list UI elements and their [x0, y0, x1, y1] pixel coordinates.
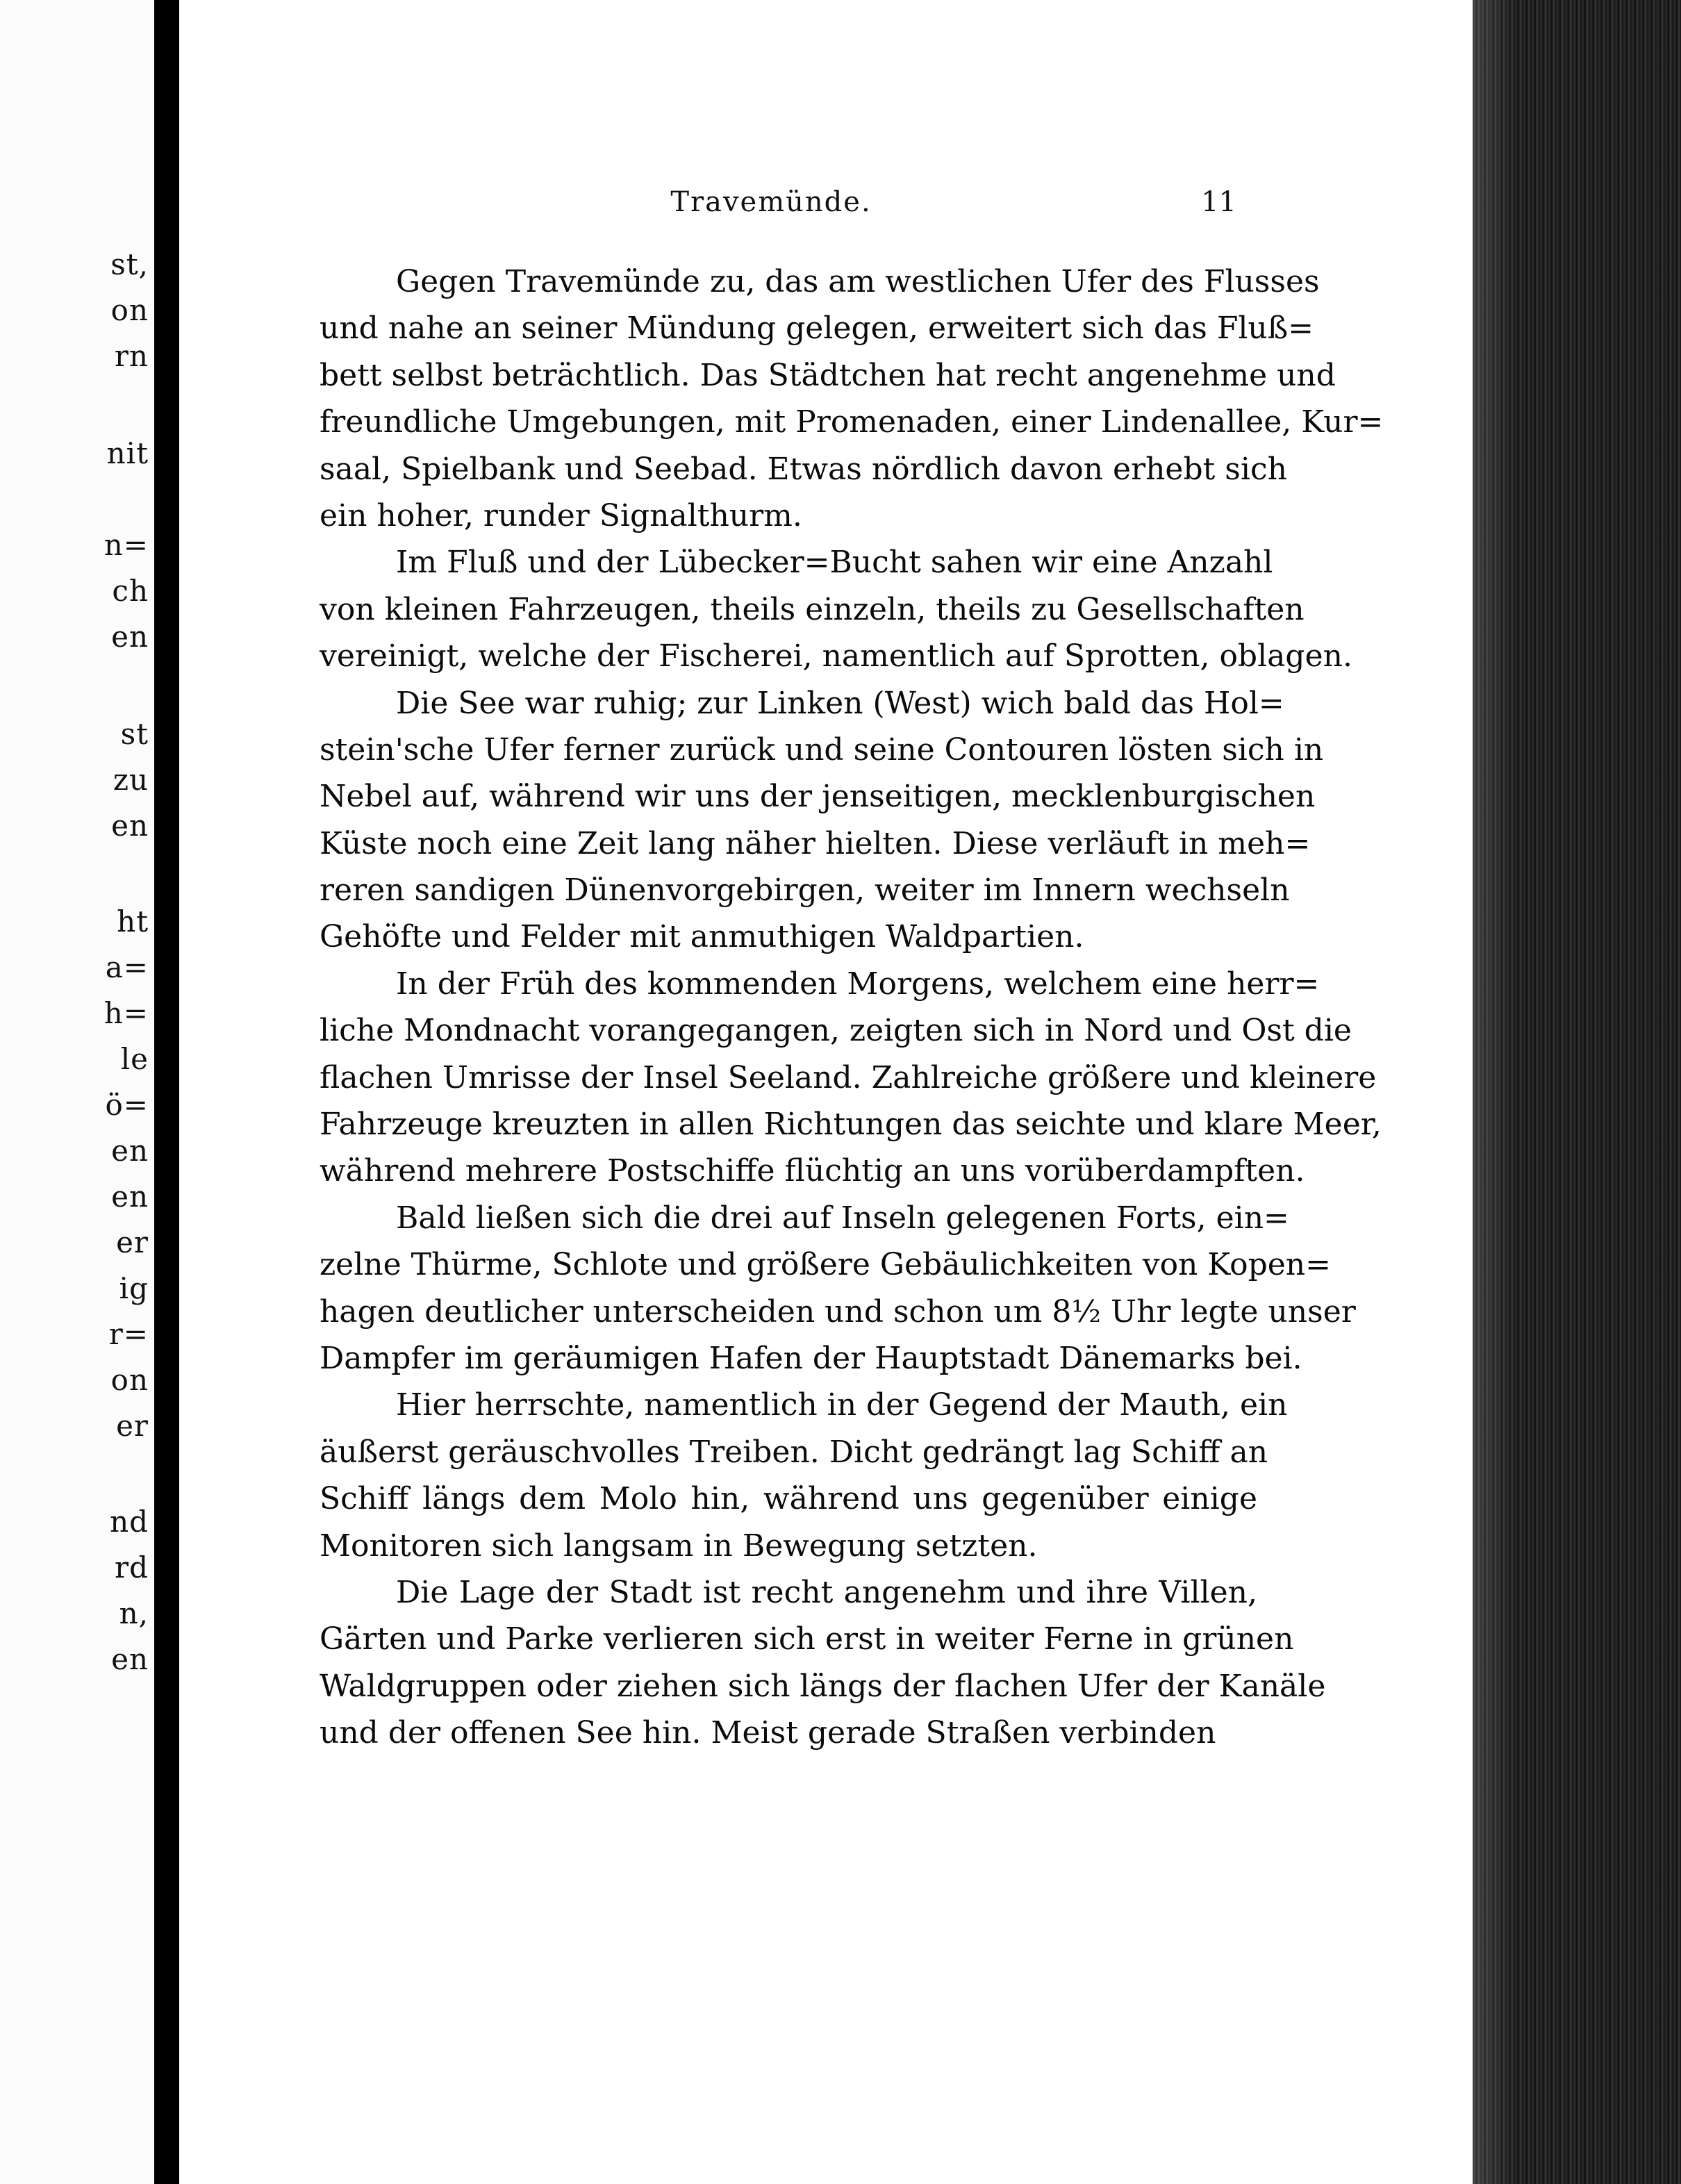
paragraph — [320, 1569, 1326, 1757]
body-text — [320, 258, 1384, 1757]
text-line: während mehrere Postschiffe flüchtig an uns vorüberdampften. — [320, 1153, 1305, 1189]
paragraph — [320, 1195, 1356, 1382]
fore-edge-shadow — [1473, 0, 1514, 2184]
text-line: ein hoher, runder Signalthurm. — [320, 497, 802, 533]
facing-page-fragment: ig — [119, 1271, 149, 1305]
facing-page-fragment: en — [111, 1642, 149, 1676]
paragraph — [320, 539, 1352, 679]
text-line: Fahrzeuge kreuzten in allen Richtungen das seichte und klare Meer, — [320, 1107, 1382, 1143]
text-line: bett selbst beträchtlich. Das Städtchen hat recht angenehme und — [320, 357, 1336, 393]
facing-page-fragment: on — [110, 1363, 149, 1397]
text-line: von kleinen Fahrzeugen, theils einzeln, theils zu Gesellschaften — [320, 591, 1305, 627]
text-line: Hier herrschte, namentlich in der Gegend der Mauth, ein — [396, 1387, 1288, 1423]
facing-page-fragment: nit — [106, 436, 149, 470]
paragraph — [320, 1382, 1288, 1569]
paragraph — [320, 680, 1324, 961]
text-line: liche Mondnacht vorangegangen, zeigten sich in Nord und Ost die — [320, 1013, 1352, 1049]
facing-page-fragment: rd — [115, 1550, 149, 1585]
text-line: flachen Umrisse der Insel Seeland. Zahlreiche größere und kleinere — [320, 1059, 1377, 1095]
running-head — [507, 186, 1236, 228]
facing-page-fragment: r= — [108, 1317, 149, 1351]
text-line: zelne Thürme, Schlote und größere Gebäulichkeiten von Kopen= — [320, 1247, 1331, 1283]
facing-page-fragment: zu — [113, 763, 149, 797]
facing-page-text-fragments — [0, 247, 154, 1778]
text-line: reren sandigen Dünenvorgebirgen, weiter im Innern wechseln — [320, 872, 1290, 909]
text-line: Schiff längs dem Molo hin, während uns gegenüber einige — [320, 1481, 1257, 1517]
paragraph — [320, 258, 1384, 539]
paragraph — [320, 961, 1382, 1195]
text-line: Gegen Travemünde zu, das am westlichen Ufer des Flusses — [396, 264, 1320, 299]
facing-page-fragment: n, — [119, 1596, 149, 1630]
text-line: vereinigt, welche der Fischerei, namentlich auf Sprotten, oblagen. — [320, 638, 1352, 675]
text-line: Nebel auf, während wir uns der jenseitigen, mecklenburgischen — [320, 779, 1316, 815]
facing-page-fragment: le — [120, 1042, 149, 1076]
text-line: Dampfer im geräumigen Hafen der Hauptstadt Dänemarks bei. — [320, 1340, 1302, 1376]
text-line: hagen deutlicher unterscheiden und schon um 8½ Uhr legte unser — [320, 1293, 1356, 1330]
facing-page-fragment: rn — [114, 339, 149, 373]
text-line: Waldgruppen oder ziehen sich längs der flachen Ufer der Kanäle — [320, 1668, 1326, 1704]
facing-page-fragment: ht — [117, 904, 149, 938]
text-line: äußerst geräuschvolles Treiben. Dicht gedrängt lag Schiff an — [320, 1434, 1268, 1470]
text-line: Im Fluß und der Lübecker=Bucht sahen wir eine Anzahl — [396, 545, 1273, 581]
text-line: Die Lage der Stadt ist recht angenehm und ihre Villen, — [396, 1574, 1257, 1610]
facing-page-fragment: ch — [112, 574, 149, 608]
facing-page-fragment: en — [111, 809, 149, 843]
text-line: Küste noch eine Zeit lang näher hielten. Diese verläuft in meh= — [320, 825, 1311, 861]
running-head-title: Travemünde. — [670, 186, 872, 218]
facing-page-fragment: on — [110, 293, 149, 327]
text-line: stein'sche Ufer ferner zurück und seine Contouren lösten sich in — [320, 731, 1324, 768]
facing-page-fragment: er — [116, 1225, 149, 1259]
facing-page-fragment: n= — [103, 528, 149, 562]
facing-page-fragment: a= — [105, 950, 149, 984]
text-line: und der offenen See hin. Meist gerade Straßen verbinden — [320, 1715, 1216, 1751]
text-line: Gärten und Parke verlieren sich erst in weiter Ferne in grünen — [320, 1621, 1294, 1657]
text-line: Gehöfte und Felder mit anmuthigen Waldpartien. — [320, 919, 1084, 955]
page-fore-edge — [1473, 0, 1681, 2184]
page-number: 11 — [1201, 186, 1236, 218]
text-line: und nahe an seiner Mündung gelegen, erweitert sich das Fluß= — [320, 311, 1314, 347]
text-line: Bald ließen sich die drei auf Inseln gelegenen Forts, ein= — [396, 1200, 1289, 1236]
text-line: Die See war ruhig; zur Linken (West) wich bald das Hol= — [396, 685, 1284, 721]
text-line: In der Früh des kommenden Morgens, welchem eine herr= — [396, 966, 1320, 1002]
facing-page-fragment: ö= — [105, 1088, 149, 1122]
text-line: saal, Spielbank und Seebad. Etwas nördlich davon erhebt sich — [320, 451, 1287, 487]
facing-page-fragment: en — [111, 620, 149, 654]
facing-page-fragment: st — [120, 717, 149, 751]
facing-page-fragment: en — [111, 1134, 149, 1168]
facing-page-fragment: nd — [110, 1505, 149, 1539]
text-line: freundliche Umgebungen, mit Promenaden, einer Lindenallee, Kur= — [320, 404, 1384, 440]
facing-page-fragment: er — [116, 1409, 149, 1443]
facing-page-fragment: h= — [103, 996, 149, 1030]
facing-page — [0, 0, 154, 2184]
facing-page-fragment: st, — [110, 247, 149, 281]
text-line: Monitoren sich langsam in Bewegung setzten. — [320, 1528, 1038, 1564]
book-gutter — [154, 0, 179, 2184]
facing-page-fragment: en — [111, 1180, 149, 1214]
